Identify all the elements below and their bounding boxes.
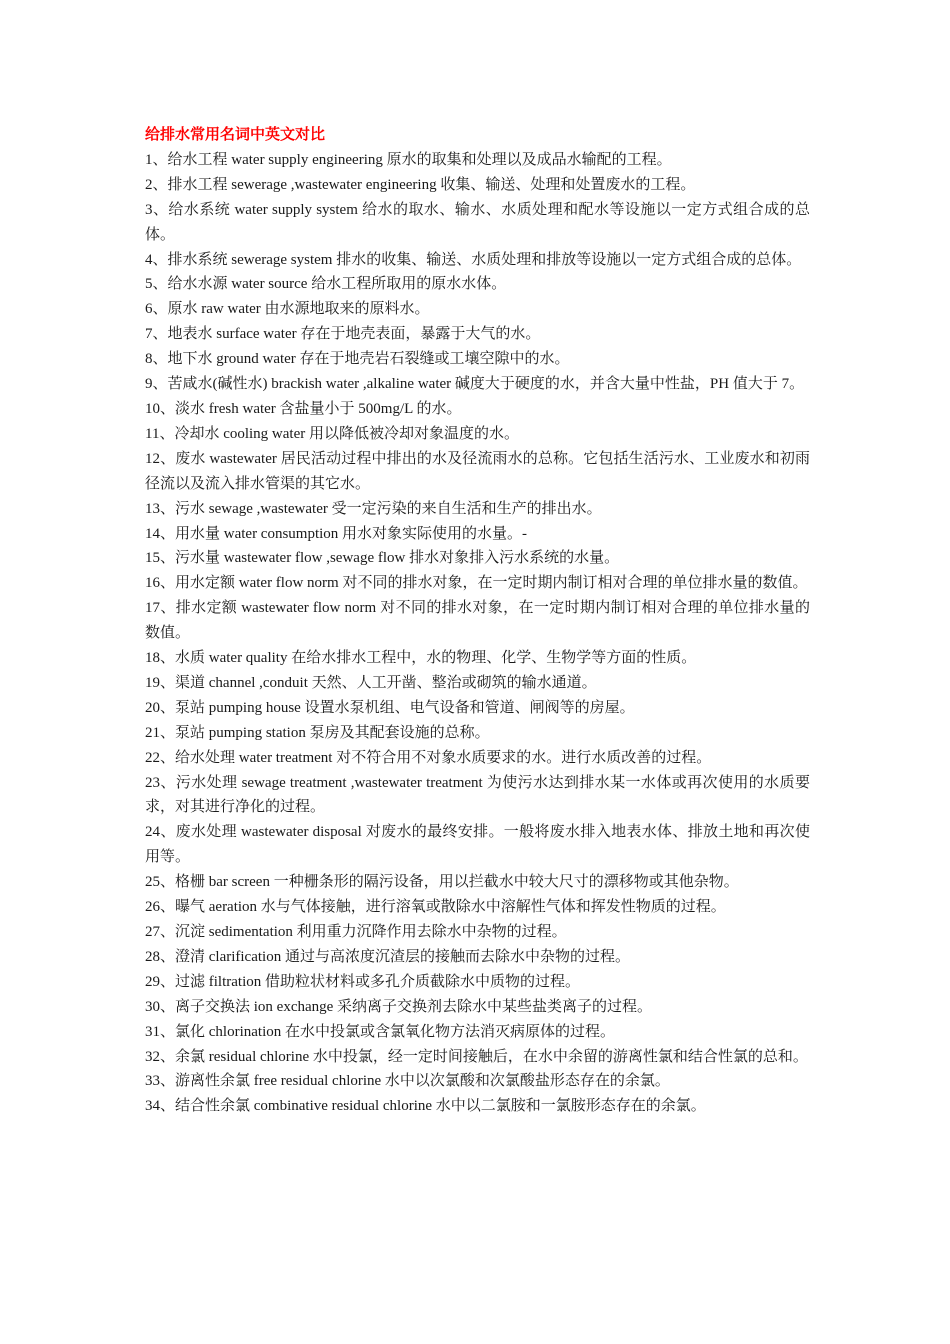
glossary-entry: 13、污水 sewage ,wastewater 受一定污染的来自生活和生产的排出水。 bbox=[145, 500, 602, 517]
glossary-entry: 21、泵站 pumping station 泵房及其配套设施的总称。 bbox=[145, 724, 490, 741]
glossary-entry: 22、给水处理 water treatment 对不符合用不对象水质要求的水。进行水质改善的过程。 bbox=[145, 749, 712, 766]
glossary-entry: 17、排水定额 wastewater flow norm 对不同的排水对象，在一定时期内制订相对合理的单位排水量的数值。 bbox=[145, 600, 810, 642]
glossary-entry: 24、废水处理 wastewater disposal 对废水的最终安排。一般将废水排入地表水体、排放土地和再次使用等。 bbox=[145, 824, 810, 866]
glossary-entry: 5、给水水源 water source 给水工程所取用的原水水体。 bbox=[145, 276, 507, 293]
document-title: 给排水常用名词中英文对比 bbox=[145, 127, 326, 143]
glossary-entry: 1、给水工程 water supply engineering 原水的取集和处理以及成品水输配的工程。 bbox=[145, 151, 672, 168]
glossary-entry: 31、氯化 chlorination 在水中投氯或含氯氧化物方法消灭病原体的过程。 bbox=[145, 1023, 615, 1040]
glossary-entry: 29、过滤 filtration 借助粒状材料或多孔介质截除水中质物的过程。 bbox=[145, 973, 580, 990]
glossary-entry: 10、淡水 fresh water 含盐量小于 500mg/L 的水。 bbox=[145, 400, 462, 417]
glossary-entry: 6、原水 raw water 由水源地取来的原料水。 bbox=[145, 301, 430, 318]
glossary-entry: 14、用水量 water consumption 用水对象实际使用的水量。- bbox=[145, 525, 528, 542]
glossary-entry: 33、游离性余氯 free residual chlorine 水中以次氯酸和次氯酸盐形态存在的余氯。 bbox=[145, 1073, 670, 1090]
glossary-entry: 25、格栅 bar screen 一种栅条形的隔污设备，用以拦截水中较大尺寸的漂移物或其他杂物。 bbox=[145, 874, 739, 891]
glossary-entry: 4、排水系统 sewerage system 排水的收集、输送、水质处理和排放等设施以一定方式组合成的总体。 bbox=[145, 251, 802, 268]
glossary-list bbox=[145, 148, 810, 1119]
glossary-entry: 32、余氯 residual chlorine 水中投氯，经一定时间接触后，在水中余留的游离性氯和结合性氯的总和。 bbox=[145, 1048, 808, 1065]
document-body bbox=[145, 123, 810, 1119]
glossary-entry: 8、地下水 ground water 存在于地壳岩石裂缝或工壤空隙中的水。 bbox=[145, 351, 570, 368]
glossary-entry: 11、冷却水 cooling water 用以降低被冷却对象温度的水。 bbox=[145, 425, 519, 442]
glossary-entry: 3、给水系统 water supply system 给水的取水、输水、水质处理和配水等设施以一定方式组合成的总体。 bbox=[145, 201, 810, 243]
glossary-entry: 15、污水量 wastewater flow ,sewage flow 排水对象排入污水系统的水量。 bbox=[145, 550, 620, 567]
glossary-entry: 12、废水 wastewater 居民活动过程中排出的水及径流雨水的总称。它包括生活污水、工业废水和初雨径流以及流入排水管渠的其它水。 bbox=[145, 450, 810, 492]
glossary-entry: 20、泵站 pumping house 设置水泵机组、电气设备和管道、闸阀等的房屋。 bbox=[145, 699, 635, 716]
glossary-entry: 2、排水工程 sewerage ,wastewater engineering 收集、输送、处理和处置废水的工程。 bbox=[145, 176, 696, 193]
glossary-entry: 16、用水定额 water flow norm 对不同的排水对象，在一定时期内制订相对合理的单位排水量的数值。 bbox=[145, 575, 808, 592]
glossary-entry: 23、污水处理 sewage treatment ,wastewater treatment 为使污水达到排水某一水体或再次使用的水质要求，对其进行净化的过程。 bbox=[145, 774, 810, 816]
glossary-entry: 30、离子交换法 ion exchange 采纳离子交换剂去除水中某些盐类离子的过程。 bbox=[145, 998, 653, 1015]
glossary-entry: 26、曝气 aeration 水与气体接触，进行溶氧或散除水中溶解性气体和挥发性物质的过程。 bbox=[145, 899, 726, 916]
glossary-entry: 9、苦咸水(碱性水) brackish water ,alkaline water 碱度大于硬度的水，并含大量中性盐，PH 值大于 7。 bbox=[145, 376, 805, 393]
glossary-entry: 28、澄清 clarification 通过与高浓度沉渣层的接触而去除水中杂物的过程。 bbox=[145, 948, 630, 965]
glossary-entry: 34、结合性余氯 combinative residual chlorine 水中以二氯胺和一氯胺形态存在的余氯。 bbox=[145, 1098, 706, 1115]
glossary-entry: 18、水质 water quality 在给水排水工程中，水的物理、化学、生物学等方面的性质。 bbox=[145, 650, 697, 667]
glossary-entry: 7、地表水 surface water 存在于地壳表面，暴露于大气的水。 bbox=[145, 326, 541, 343]
glossary-entry: 27、沉淀 sedimentation 利用重力沉降作用去除水中杂物的过程。 bbox=[145, 924, 567, 940]
glossary-entry: 19、渠道 channel ,conduit 天然、人工开凿、整治或砌筑的输水通道。 bbox=[145, 674, 597, 691]
